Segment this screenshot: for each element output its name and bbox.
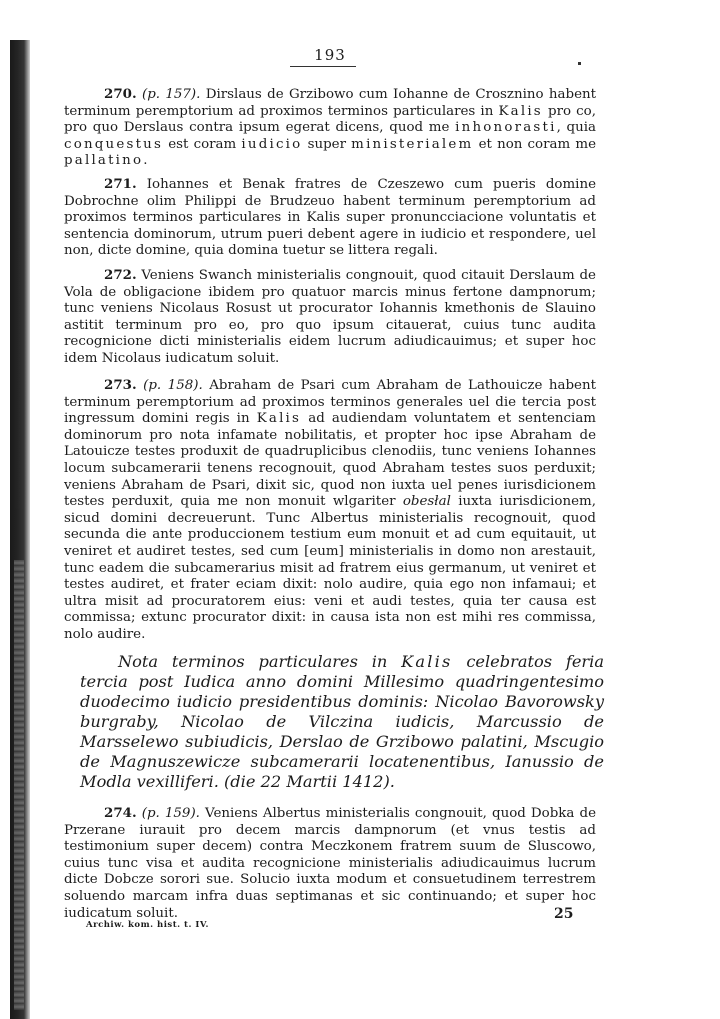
entry-text-segment: Kalis: [256, 411, 302, 427]
entry-page-ref: (p. 158).: [143, 378, 203, 393]
nota-before: Nota terminos particulares in: [118, 652, 402, 671]
entry-text-segment: pallatino: [64, 153, 144, 169]
entry-text-segment: , quia: [556, 120, 597, 136]
entry-number: 272.: [104, 267, 137, 283]
footer-signature: Archiw. kom. hist. t. IV.: [86, 920, 209, 930]
entry-text: Veniens Albertus ministerialis congnouit, quod Dobka de Przerane iurauit pro decem marcis dampnorum (et vnus testis ad testimonium super decem) contra Meczkonem fratrem suum de Sluscowo, cuius tunc visa et audita recognicione ministerialis adiudicauimus lucrum dicte Dobcze sorori sue. Solucio iuxta modum et consuetudinem terrestrem soluendo marcam infra duas septimanas et sic continuando; et super hoc iudicatum soluit.: [64, 806, 596, 921]
entry-270: [64, 86, 596, 170]
entry-text-segment: Iohannes et Benak fratres de Czeszewo cum pueris domine Dobrochne olim Philippi de Brudzeuo habent terminum peremptorium ad proximos terminos particulares in Kalis super pronuncciacione voluntatis et sentencia dominorum, utrum pueri debent agere in iudicio et respondere, uel non, dicte domine, quia domina tuetur se littera regali.: [64, 177, 596, 259]
entry-text-segment: pro co, pro quo Derslaus contra ipsum egerat dicens, quod me: [64, 103, 596, 136]
entry-text-segment: ad audiendam voluntatem et sentenciam dominorum pro nota infamate nobilitatis, et propter hoc ipse Abraham de Latouicze testes produxit de quadruplicibus clenodiis, tunc veniens Iohannes locum subcamerarii tenens recognouit, quod Abraham testes suos perduxit; veniens Abraham de Psari, dixit sic, quod non iuxta uel penes iurisdicionem testes perduxit, quia me non monuit wlgariter: [64, 411, 596, 510]
header-rule: [290, 66, 356, 67]
entry-text-segment: .: [143, 153, 148, 169]
entry-271: [64, 176, 596, 260]
entry-page-ref: (p. 159).: [141, 806, 200, 821]
entry-text-segment: ministerialem: [351, 136, 474, 152]
entry-text-segment: inhonorasti: [455, 120, 557, 136]
entry-number: 271.: [104, 176, 137, 192]
entry-text-segment: iudicio: [241, 136, 303, 152]
scanned-page-edge: [10, 40, 30, 1019]
footer-sheet-number: 25: [554, 906, 574, 922]
nota-after: celebratos feria tercia post Iudica anno domini Millesimo quadringentesimo duodecimo iudicio presidentibus dominis: Nicolao Bavorowsky burgraby, Nicolao de Vilczina iudicis, Marcussio de Marsselewo subiudicis, Derslao de Grzibowo palatini, Mscugio de Magnuszewicze subcamerarii locatenentibus, Ianussio de Modla vexilliferi. (die 22 Martii 1412).: [80, 652, 604, 791]
entry-number: 273.: [104, 377, 137, 393]
header-mark: [578, 62, 581, 65]
entry-text-segment: conquestus: [64, 136, 164, 152]
entry-272: [64, 267, 596, 368]
entry-274: [64, 805, 596, 922]
entry-page-ref: (p. 157).: [141, 87, 201, 102]
entry-text-segment: al: [438, 494, 451, 510]
nota-heading: [80, 652, 604, 792]
entry-text-segment: est coram: [163, 136, 242, 152]
nota-kalis: Kalis: [401, 652, 453, 671]
entry-text-segment: Abraham de Psari cum Abraham de Lathouicze habent terminum peremptorium ad proximos terminos generales uel die tercia post ingressum domini regis in: [64, 378, 596, 427]
page-number: 193: [314, 46, 346, 64]
entry-text-segment: iuxta iurisdicionem, sicud domini decreuerunt. Tunc Albertus ministerialis recognouit, quod secunda die ante produccionem testium eum monuit et ad cum equitauit, ut veniret et audiret testes, sed cum [eum] ministerialis in domo non arestauit, tunc eadem die subcamerarius misit ad fratrem eius germanum, ut veniret et testes audiret, et frater eciam dixit: nolo audire, quia ego non infamaui; et ultra misit ad procuratorem eius: veni et audi testes, quia ter causa est commissa; extunc procurator dixit: in causa ista non est mihi res commissa, nolo audire.: [64, 494, 596, 642]
entry-text-segment: Kalis: [498, 103, 543, 119]
entry-text-segment: et non coram me: [473, 136, 596, 152]
entry-273: [64, 377, 596, 644]
entry-text-segment: super: [302, 136, 352, 152]
entry-number: 274.: [104, 805, 137, 821]
entry-text-segment: obes: [402, 494, 435, 510]
entry-text-segment: Dirslaus de Grzibowo cum Iohanne de Crosznino habent terminum peremptorium ad proximos terminos particulares in: [64, 87, 597, 119]
entry-number: 270.: [104, 86, 137, 102]
entry-text-segment: Veniens Swanch ministerialis congnouit, quod citauit Derslaum de Vola de obligacione ibidem pro quatuor marcis minus fertone dampnorum; tunc veniens Nicolaus Rosust ut procurator Iohannis kmethonis de Slauino astitit terminum pro eo, pro quo ipsum citauerat, cuius tunc audita recognicione dicti ministerialis eidem lucrum adiudicauimus; et super hoc idem Nicolaus iudicatum soluit.: [64, 268, 596, 366]
entry-text-segment: ł: [434, 494, 439, 510]
